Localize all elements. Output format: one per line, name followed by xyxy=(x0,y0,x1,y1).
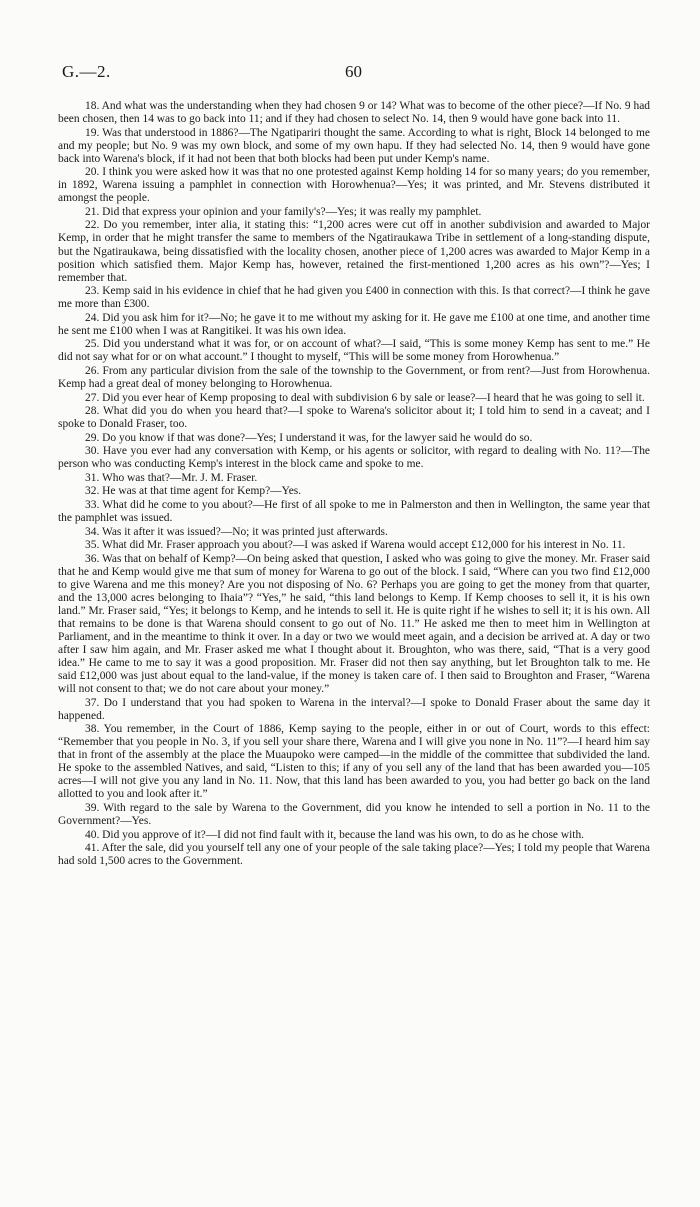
paragraph: 28. What did you do when you heard that?—I spoke to Warena's solicitor about it; I told him to send in a caveat; and I spoke to Donald Fraser, too. xyxy=(58,405,650,431)
paragraph: 18. And what was the understanding when they had chosen 9 or 14? What was to become of the other piece?—If No. 9 had been chosen, then 14 was to go back into 11; and if they had chosen to select No. 14, then 9 would have gone back into 11. xyxy=(58,100,650,126)
paragraph: 39. With regard to the sale by Warena to the Government, did you know he intended to sell a portion in No. 11 to the Government?—Yes. xyxy=(58,801,650,828)
paragraph: 38. You remember, in the Court of 1886, Kemp saying to the people, either in or out of Court, words to this effect: “Remember that you people in No. 3, if you sell your share there, Warena and I will give you none in No. 11”?—I heard him say that in front of the assembly at the place the Muaupoko were camped—in the middle of the committee that subdivided the land. He spoke to the assembled Natives, and said, “Listen to this; if any of you sell any of the land that has been awarded you—105 acres—I will not give you any land in No. 11. Now, that this land has been awarded to you, you had better go back on the land allotted to you and look after it.” xyxy=(58,723,650,801)
paragraph: 27. Did you ever hear of Kemp proposing to deal with subdivision 6 by sale or lease?—I heard that he was going to sell it. xyxy=(85,391,645,404)
paragraph: 21. Did that express your opinion and your family's?—Yes; it was really my pamphlet. xyxy=(85,205,482,218)
paragraph: 33. What did he come to you about?—He first of all spoke to me in Palmerston and then in Wellington, the same year that the pamphlet was issued. xyxy=(58,498,650,524)
paragraph: 20. I think you were asked how it was that no one protested against Kemp holding 14 for so many years; do you remember, in 1892, Warena issuing a pamphlet in connection with Horowhenua?—Yes; it was printed, and Mr. Stevens distributed it amongst the people. xyxy=(58,166,650,205)
paragraph: 34. Was it after it was issued?—No; it was printed just afterwards. xyxy=(85,525,388,538)
paragraph: 41. After the sale, did you yourself tell any one of your people of the sale taking place?—Yes; I told my people that Warena had sold 1,500 acres to the Government. xyxy=(58,842,650,868)
paragraph: 40. Did you approve of it?—I did not find fault with it, because the land was his own, to do as he chose with. xyxy=(85,828,585,841)
paragraph: 29. Do you know if that was done?—Yes; I understand it was, for the lawyer said he would do so. xyxy=(85,431,533,444)
paragraph: 32. He was at that time agent for Kemp?—Yes. xyxy=(85,485,302,498)
paragraph: 36. Was that on behalf of Kemp?—On being asked that question, I asked who was going to give the money. Mr. Fraser said that he and Kemp would give me that sum of money for Warena to go out of the block. I said, “Where can you two find £12,000 to give Warena and me this money? Are you not disposing of No. 6? Perhaps you are going to get the money from that quarter, and the 13,000 acres belonging to Ihaia”? “Yes,” he said, “this land belongs to Kemp. If Kemp chooses to sell it, it is his own land.” Mr. Fraser said, “Yes; it belongs to Kemp, and he intends to sell it. He is quite right if he wishes to sell it; it is his own. All that remains to be done is that Warena should consent to go out of No. 11.” He asked me then to meet him in Wellington at Parliament, and in the meantime to think it over. In a day or two we would meet again, and a decision be arrived at. A day or two after I saw him again, and Mr. Fraser asked me what I thought about it. Broughton, who was there, said, “That is a very good idea.” He came to me to say it was a good proposition. Mr. Fraser did not then say anything, but let Broughton talk to me. He said £12,000 was just about equal to the land-value, if the money is taken care of. I then said to Broughton and Fraser, “Warena will not consent to that; we do not care about your money.” xyxy=(58,552,650,696)
series-reference: G.—2. xyxy=(62,62,111,81)
paragraph: 19. Was that understood in 1886?—The Ngatipariri thought the same. According to what is right, Block 14 belonged to me and my people; but No. 9 was my own block, and some of my own hapu. If they had selected No. 14, then 9 would have gone back into Warena's block, if it had not been that both blocks had been put under Kemp's name. xyxy=(58,126,650,165)
paragraph: 24. Did you ask him for it?—No; he gave it to me without my asking for it. He gave me £100 at one time, and another time he sent me £100 when I was at Rangitikei. It was his own idea. xyxy=(58,311,650,337)
page-header xyxy=(0,62,700,82)
paragraph: 35. What did Mr. Fraser approach you about?—I was asked if Warena would accept £12,000 for his interest in No. 11. xyxy=(85,539,626,552)
paragraph: 30. Have you ever had any conversation with Kemp, or his agents or solicitor, with regard to dealing with No. 11?—The person who was conducting Kemp's interest in the block came and spoke to me. xyxy=(58,445,650,471)
document-body xyxy=(58,100,650,868)
page-number: 60 xyxy=(345,62,362,81)
paragraph: 31. Who was that?—Mr. J. M. Fraser. xyxy=(85,471,258,484)
paragraph: 26. From any particular division from the sale of the township to the Government, or from rent?—Just from Horowhenua. Kemp had a great deal of money belonging to Horowhenua. xyxy=(58,364,650,390)
paragraph: 37. Do I understand that you had spoken to Warena in the interval?—I spoke to Donald Fraser about the same day it happened. xyxy=(58,696,650,722)
paragraph: 25. Did you understand what it was for, or on account of what?—I said, “This is some money Kemp has sent to me.” He did not say what for or on what account.” I thought to myself, “This will be some money from Horowhenua.” xyxy=(58,338,650,364)
paragraph: 22. Do you remember, inter alia, it stating this: “1,200 acres were cut off in another subdivision and awarded to Major Kemp, in order that he might transfer the same to members of the Ngatiraukawa Tribe in settlement of a long-standing dispute, but the Ngatiraukawa, being dissatisfied with the locality chosen, another piece of 1,200 acres was awarded to Major Kemp in a position which satisfied them. Major Kemp has, however, retained the first-mentioned 1,200 acres as his own”?—Yes; I remember that. xyxy=(58,219,650,284)
paragraph: 23. Kemp said in his evidence in chief that he had given you £400 in connection with this. Is that correct?—I think he gave me more than £300. xyxy=(58,285,650,311)
